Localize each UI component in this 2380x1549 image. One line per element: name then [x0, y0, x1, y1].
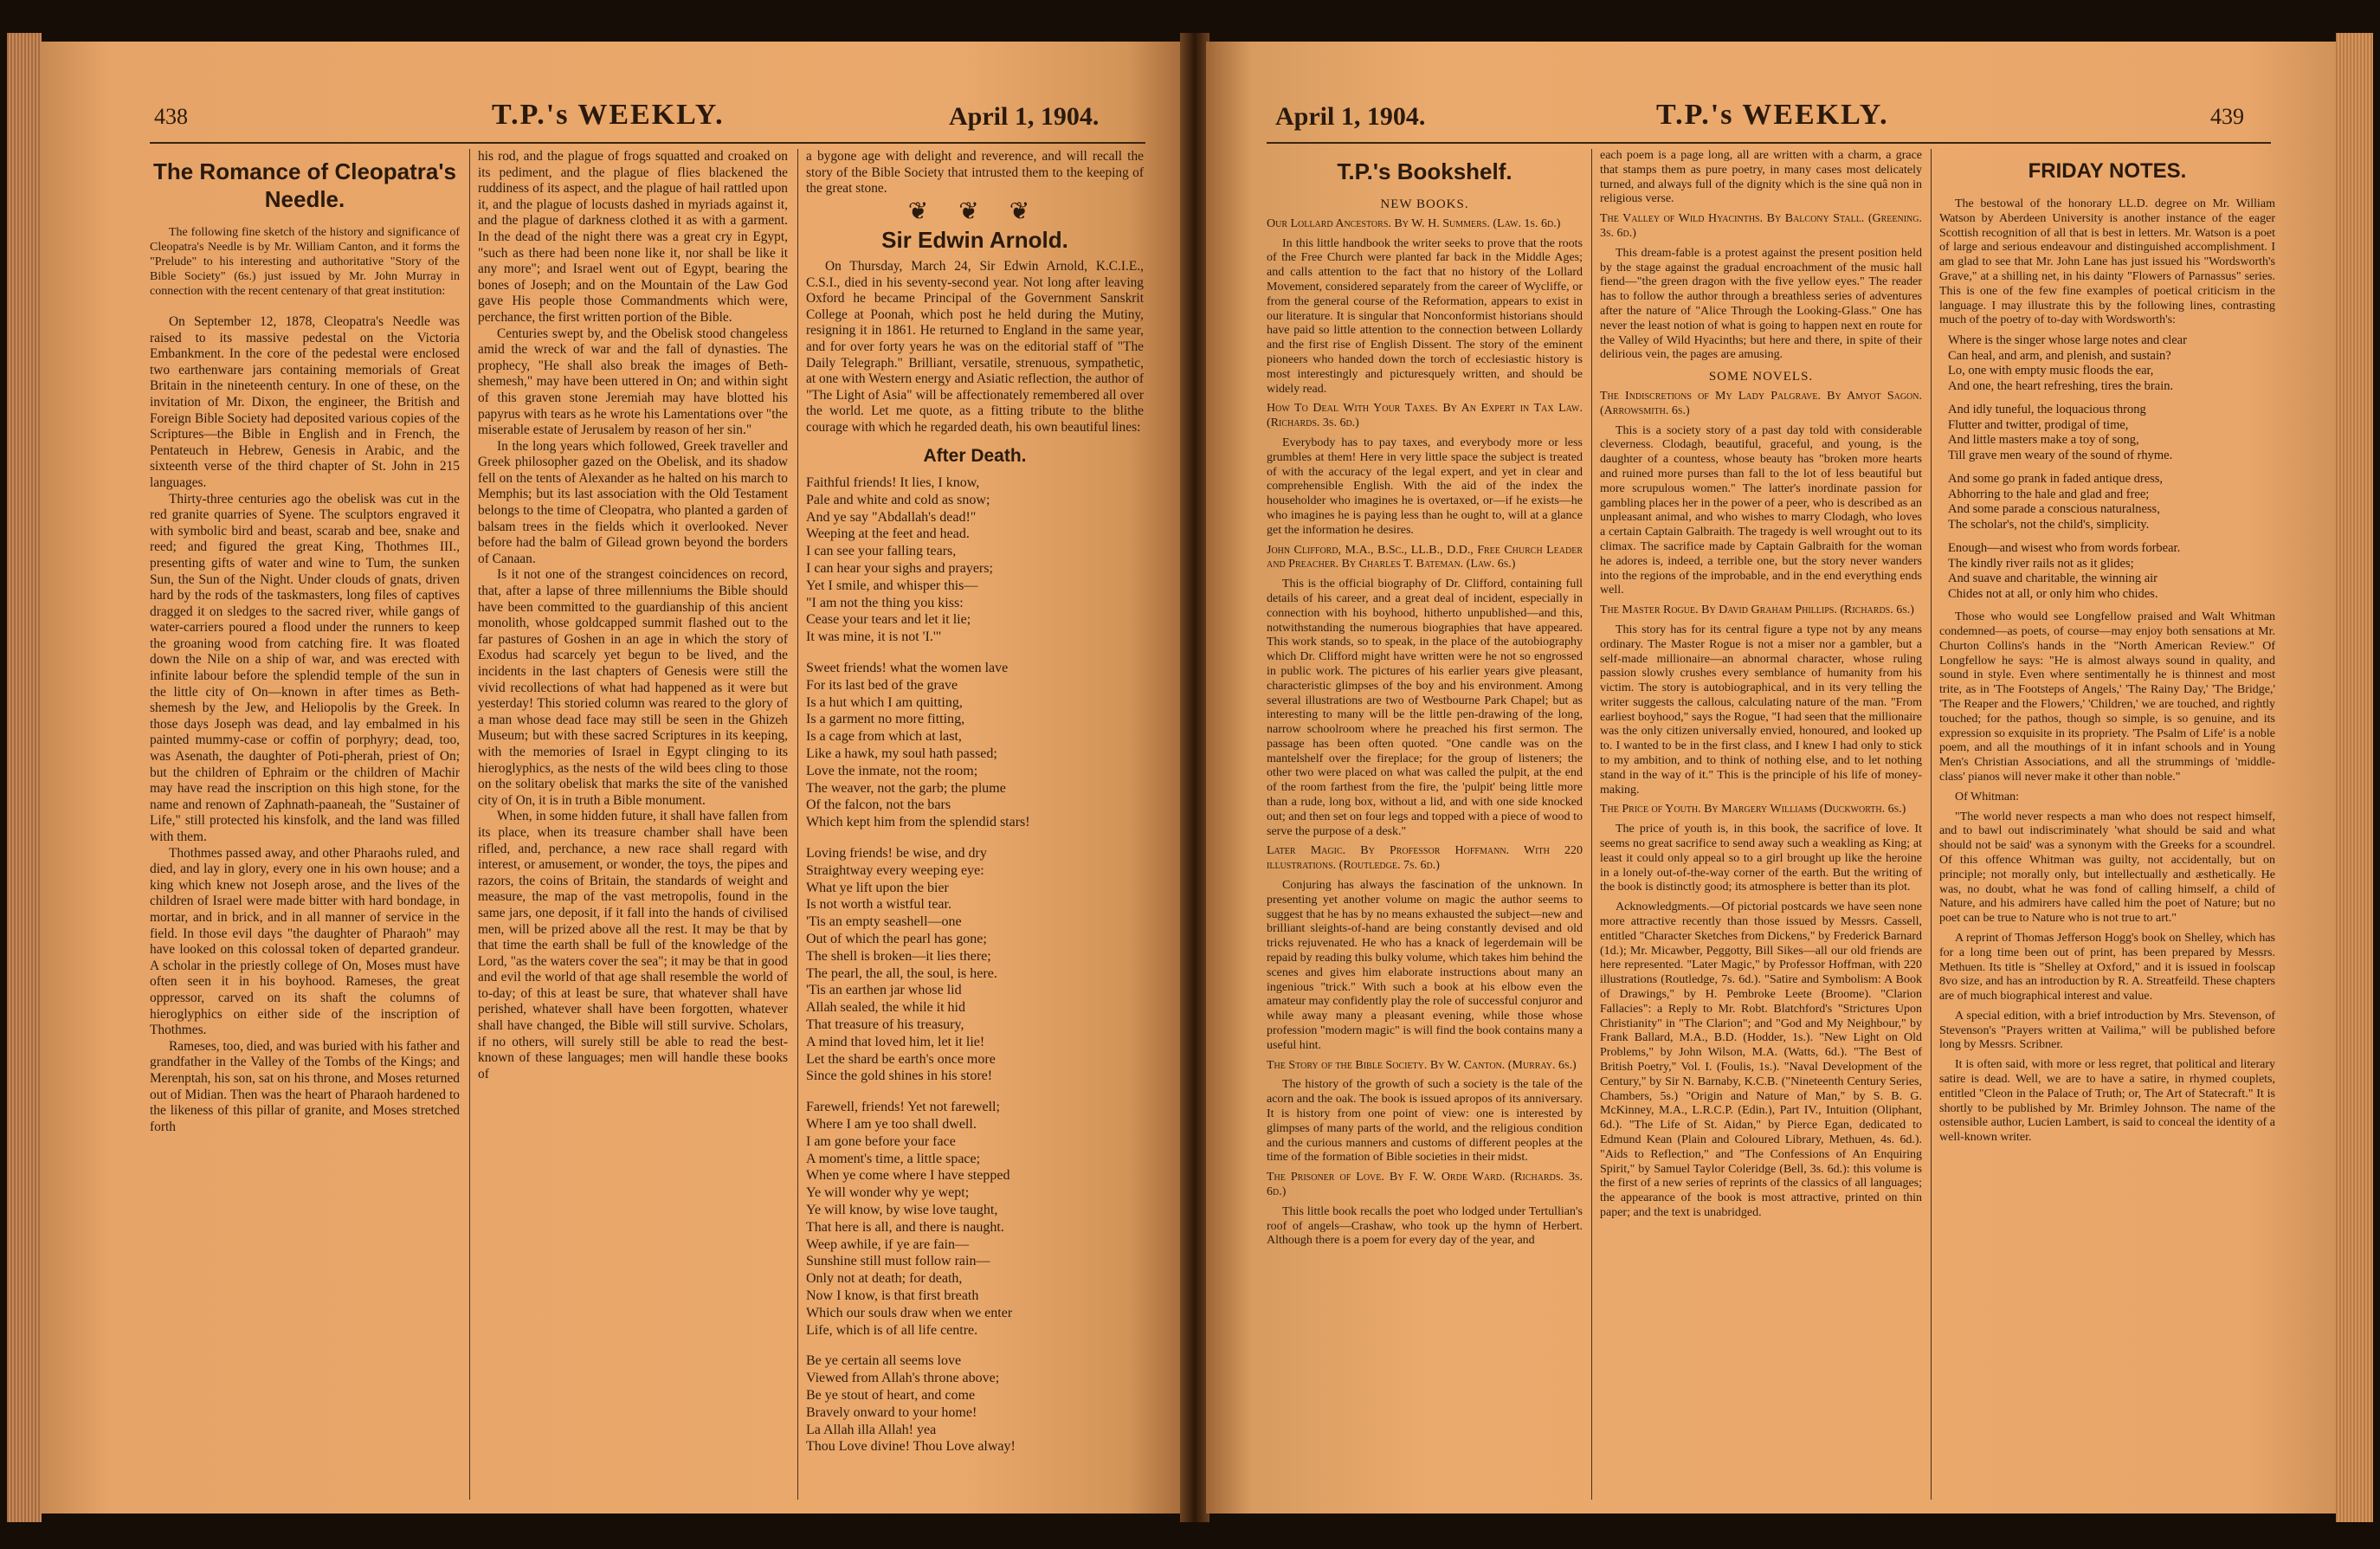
paragraph: a bygone age with delight and reverence, and will recall the story of the Bible Society that intrusted them to the keeping of the great stone.: [806, 149, 1144, 197]
right-page: [1206, 42, 2336, 1514]
paragraph: In the long years which followed, Greek traveller and Greek philosopher gazed on the Obelisk, and its shadow fell on the tents of Alexander as he halted on his march to Memphis; but its last association with the Old Testament belongs to the time of Cleopatra, who planted a garden of balsam trees in the fields which it overlooked. Never before had the balm of Gilead grown beyond the borders of Canaan.: [478, 438, 788, 566]
friday-notes-title: FRIDAY NOTES.: [2028, 159, 2187, 183]
paragraph: Thirty-three centuries ago the obelisk was cut in the red granite quarries of Syene. The sculptors engraved it with symbolic bird and beast, scarab and bee, snake and reed; and figured the great King, Thothmes III., presenting gifts of water and wine to Tum, the sunken Sun, the Sun of the Night. Under clouds of gnats, driven hard by the rods of the taskmasters, long files of captives dragged it on sledges to the sacred river, while gangs of water-carriers poured a flood under the runners to keep the groaning wood from catching fire. It was floated down the Nile on a ship of war, and was erected with infinite labour before the splendid temple of the sun in the little city of On—known in after times as Beth-shemesh by the Jew, and Heliopolis by the Greek. In those days Joseph was dead, and lay embalmed in his painted mummy-case or coffin of porphyry; dead, too, was Asenath, the daughter of Poti-pherah, priest of On; but the children of Ephraim or the children of Machir may have read the inscription on this high stone, for the name and renown of Zaphnath-paaneah, the "Sustainer of Life," still protected his kinsfolk, and the land was filled with them.: [150, 491, 460, 844]
book-review: each poem is a page long, all are written with a charm, a grace that stamps them as pure poetry, in many cases most delicately turned, and always full of the dignity which is the sine quâ non in religious verse.: [1600, 149, 1922, 206]
poem-stanza: And idly tuneful, the loquacious throng Flutter and twitter, prodigal of time, And little masters make a toy of song, Till grave men weary of the sound of rhyme.: [1948, 403, 2173, 462]
book-heading: The Prisoner of Love. By F. W. Orde Ward. (Richards. 3s. 6d.): [1267, 1171, 1583, 1198]
left-column-3: [806, 149, 1144, 1500]
book-heading: How To Deal With Your Taxes. By An Expert in Tax Law. (Richards. 3s. 6d.): [1267, 402, 1583, 430]
poem-after-death: [806, 474, 1144, 1455]
book-heading: The Price of Youth. By Margery Williams (Duckworth. 6s.): [1600, 803, 1906, 816]
left-column-1: [150, 149, 460, 1500]
paragraph: his rod, and the plague of frogs squatted and croaked on its pediment, and the plague of flies blackened the ruddiness of its aspect, and the plague of hail rattled upon it, and the plague of locusts dashed in myriads against it, and the plague of darkness clothed it as with a garment. In the dead of the night there was a great cry in Egypt, "such as there had been none like it, nor shall be like it any more"; and Israel went out of Egypt, bearing the bones of Joseph; and on the Mountain of the Law God gave His people those Commandments which were, perchance, the first written portion of the Bible.: [478, 149, 788, 325]
paragraph: The bestowal of the honorary LL.D. degree on Mr. William Watson by Aberdeen University is another instance of the eager Scottish recognition of all that is best in letters. Mr. Watson is a poet of large and serious endeavour and distinguished accomplishment. I am glad to see that Mr. John Lane has just issued his "Wordsworth's Grave," at a shilling net, in his dainty "Flowers of Parnassus" series. This is one of the few fine examples of poetical criticism in the language. I may illustrate this by the following lines, contrasting much of the poetry of to-day with Wordsworth's:: [1939, 197, 2275, 327]
book-review: This little book recalls the poet who lodged under Tertullian's roof of angels—Crashaw, who took up the hymn of Herbert. Although there is a poem for every day of the year, and: [1267, 1204, 1583, 1248]
paragraph: Centuries swept by, and the Obelisk stood changeless amid the wreck of war and the fall of dynasties. The prophecy, "He shall also break the images of Beth-shemesh," may have been uttered in On; and within sight of this graven stone Jeremiah may have blotted his papyrus with tears as he wrote his Lamentations over "the miserable estate of Jerusalem by reason of her sin.": [478, 326, 788, 438]
right-column-2: [1600, 149, 1922, 1500]
left-page-number: 438: [154, 104, 188, 129]
book-heading: The Valley of Wild Hyacinths. By Balcony Stall. (Greening. 3s. 6d.): [1600, 212, 1922, 240]
poem-stanza: And some go prank in faded antique dress, Abhorring to the hale and glad and free; And some parade a conscious naturalness, The scholar's, not the child's, simplicity.: [1948, 472, 2164, 532]
paragraph: Those who would see Longfellow praised and Walt Whitman condemned—as poets, of course—may enjoy both sensations at Mr. Churton Collins's hands in the "North American Review." Of Longfellow he says: "He is almost always sound in quality, and sound in style. Even where sentimentally he is thinnest and most trite, as in 'The Footsteps of Angels,' 'The Rainy Day,' 'The Bridge,' 'The Reaper and the Flowers,' 'Children,' we are touched, and rightly touched; for the pathos, though so simple, is so genuine, and its expression so exquisite in its propriety. 'The Psalm of Life' is a noble poem, and all the mouthings of it in infant schools and in Young Men's Christian Associations, and all the strummings of 'middle-class' pianos will never make it other than noble.": [1939, 610, 2275, 784]
book-heading: The Story of the Bible Society. By W. Canton. (Murray. 6s.): [1267, 1058, 1577, 1072]
left-page: [42, 42, 1184, 1514]
left-column-2: [478, 149, 788, 1500]
paragraph: Thothmes passed away, and other Pharaohs ruled, and died, and lay in glory, every one in his own house; and a king which knew not Joseph arose, and the lives of the children of Israel were made bitter with hard bondage, in mortar, and in brick, and in all manner of service in the field. In those evil days "the daughter of Pharaoh" may have looked on this colossal token of departed grandeur. A scholar in the priestly college of On, Moses must have often seen it in his boyhood. Rameses, the great oppressor, carved on its shaft the columns of hieroglyphics on either side of the inscription of Thothmes.: [150, 845, 460, 1038]
bookshelf-title: T.P.'s Bookshelf.: [1337, 158, 1512, 184]
article-intro: [150, 225, 460, 299]
left-date: April 1, 1904.: [949, 102, 1100, 131]
column-divider: [1591, 149, 1592, 1500]
poem-wordsworths-grave: [1948, 333, 2275, 602]
paragraph: When, in some hidden future, it shall have fallen from its place, when its treasure chamber shall have been rifled, and, perchance, a new race shall regard with interest, or amusement, or wonder, the toys, the pipes and razors, the coins of Britain, the standards of weight and measure, the map of the vast metropolis, found in the same jars, one deposit, if it fall into the hands of civilised men, will be prized above all the rest. It may be that by that time the earth shall be full of the knowledge of the Lord, "as the waters cover the sea"; it may be that in good and evil the world of that age shall resemble the world of to-day; of this at least be sure, that whatever shall have perished, whatever shall have been forgotten, whatever shall have changed, the Bible will still survive. Scholars, if no others, will surely still be able to read the best-known of these languages; men will handle these books of: [478, 809, 788, 1081]
paragraph: A special edition, with a brief introduction by Mrs. Stevenson, of Stevenson's "Prayers written at Vailima," will be published before long by Messrs. Scribner.: [1939, 1009, 2275, 1052]
book-review: Everybody has to pay taxes, and everybody more or less grumbles at them! Here in very little space the subject is treated of with the accuracy of the legal expert, and yet in clear and comprehensible English. With the aid of the index the householder who imagines he is overtaxed, or—if he exists—he who imagines he is paying less than he ought to, will at a glance get the information he desires.: [1267, 436, 1583, 537]
book-review: This dream-fable is a protest against the present position held by the stage against the gradual encroachment of the music hall fiend—"the green dragon with the five yellow eyes." The reader has to follow the author through a breathless series of adventures after the nature of "Alice Through the Looking-Glass." One has never the least notion of what is going to happen next en route for the Valley of Wild Hyacinths; but here and there, in spite of their delirious vein, the pages are amusing.: [1600, 246, 1922, 362]
paragraph: It is often said, with more or less regret, that political and literary satire is dead. Well, we are to have a satire, in rhymed couplets, entitled "Cleon in the Palace of Truth; or, The Art of Statecraft." It is shortly to be published by Mr. Brimley Johnson. The name of the ostensible author, Lucien Lambert, is said to conceal the identity of a well-known writer.: [1939, 1058, 2275, 1145]
book-review: This is the official biography of Dr. Clifford, containing full details of his career, and a great deal of incident, especially in connection with his boyhood, hitherto unpublished—and this, notwithstanding the numerous biographies that have appeared. This work stands, so to speak, in the place of the autobiography which Dr. Clifford might have written were he not so engrossed in public work. The pictures of his earlier years give pleasant, characteristic glimpses of the boy and his environment. Among several illustrations are two of Westbourne Park Chapel; but as interesting to many will be the little pen-drawing of the long, narrow schoolroom where he preached his first sermon. The passage has been often quoted. "One candle was on the mantelshelf over the fireplace; for the group of listeners; the other two were placed on what was called the pulpit, at the end of the room farthest from the fire, the 'pulpit' being little more than a rude, long box, without a lid, and with one side knocked out; and then set on four legs and topped with a piece of wood to serve the purpose of a desk.": [1267, 578, 1583, 838]
book-review: The price of youth is, in this book, the sacrifice of love. It seems no great sacrifice to send away such a weakling as King; at least it could only appeal so to a girl brought up like the heroine in a lonely out-of-the-way corner of the earth. But the writing of the book is distinctly good; its atmosphere is better than its plot.: [1600, 823, 1922, 894]
paragraph: Of Whitman:: [1955, 790, 2020, 804]
book-gutter: [1180, 33, 1209, 1522]
book-heading: Our Lollard Ancestors. By W. H. Summers. (Law. 1s. 6d.): [1267, 216, 1561, 230]
right-column-1: [1267, 149, 1583, 1500]
left-running-head: T.P.'s WEEKLY.: [492, 99, 725, 131]
intro-text: The following fine sketch of the history and significance of Cleopatra's Needle is by Mr. William Canton, and it forms the "Prelude" to his interesting and authoritative "Story of the Bible Society" (6s.) just issued by Mr. John Murray in connection with the recent centenary of that great institution:: [150, 226, 460, 298]
left-page-edges: [7, 33, 42, 1522]
poem-title: After Death.: [923, 445, 1027, 466]
poem-stanza: Where is the singer whose large notes and clear Can heal, and arm, and plenish, and sustain? Lo, one with empty music floods the ear, And one, the heart refreshing, tires the brain.: [1948, 333, 2187, 393]
paragraph: Rameses, too, died, and was buried with his father and grandfather in the Valley of the Tombs of the Kings; and Merenptah, his son, sat on his throne, and Moses returned out of Midian. Then was the heart of Pharaoh hardened to the likeness of this pillar of granite, and Moses stretched forth: [150, 1038, 460, 1134]
book-review: This story has for its central figure a type not by any means ordinary. The Master Rogue is not a miser nor a gambler, but a self-made millionaire—an abnormal character, whose ruling passion slowly crushes every semblance of humanity from his victim. The story is autobiographical, and in its very telling the writer suggests the callous, calculating nature of the man. "From earliest boyhood," says the Rogue, "I had seen that the millionaire was the only citizen universally envied, honoured, and looked up to. I wanted to be in the first class, and I knew I had only to stick to my ambition, and to think of nothing else, and to let nothing stand in the way of it." This is the principle of his life of money-making.: [1600, 623, 1922, 797]
column-divider: [469, 149, 470, 1500]
paragraph: On Thursday, March 24, Sir Edwin Arnold, K.C.I.E., C.S.I., died in his seventy-second year. Not long after leaving Oxford he became Principal of the Government Sanskrit College at Poonah, which post he held during the Mutiny, resigning it in 1861. He returned to England in the same year, and for over forty years he was on the editorial staff of "The Daily Telegraph." Brilliant, versatile, strenuous, sympathetic, at one with Western energy and Asiatic reflection, the author of "The Light of Asia" will be affectionately remembered all over the world. Let me quote, as a fitting tribute to the blithe courage with which he regarded death, his own beautiful lines:: [806, 258, 1144, 435]
poem-stanza: Enough—and wisest who from words forbear. The kindly river rails not as it glides; And suave and charitable, the winning air Chides not at all, or only him who chides.: [1948, 541, 2181, 601]
poem-stanza: Loving friends! be wise, and dry Straightway every weeping eye: What ye lift upon the bier Is not worth a wistful tear. 'Tis an empty seashell—one Out of which the pearl has gone; The shell is broken—it lies there; The pearl, the all, the soul, is here. 'Tis an earthen jar whose lid Allah sealed, the while it hid That treasure of his treasury, A mind that loved him, let it lie! Let the shard be earth's once more Since the gold shines in his store!: [806, 846, 997, 1084]
some-novels-label: SOME NOVELS.: [1708, 370, 1814, 384]
book-review: Conjuring has always the fascination of the unknown. In presenting yet another volume on magic the author seems to suggest that he has by no means exhausted the subject—new and brilliant sleights-of-hand are being constantly devised and old tricks rejuvenated. He who has a knack of legerdemain will be repaid by reading this bulky volume, which takes him behind the scenes and gives him elaborate instructions about many an ingenious "trick." With such a book at his elbow even the amateur may confidently play the role of successful conjuror and while away many a pleasant evening, while those whose profession "modern magic" is will find the book contains many a useful hint.: [1267, 879, 1583, 1052]
right-page-edges: [2336, 33, 2373, 1522]
book-heading: The Indiscretions of My Lady Palgrave. By Amyot Sagon. (Arrowsmith. 6s.): [1600, 389, 1922, 417]
right-column-3: [1939, 149, 2275, 1500]
book-heading: Later Magic. By Professor Hoffmann. With 220 illustrations. (Routledge. 7s. 6d.): [1267, 844, 1583, 873]
acknowledgments: Acknowledgments.—Of pictorial postcards we have seen none more attractive recently than those issued by Messrs. Cassell, entitled "Character Sketches from Dickens," by Frederick Barnard (1d.); Mr. Micawber, Peggotty, Bill Sikes—all our old friends are here represented. "Later Magic," by Professor Hoffman, with 220 illustrations (Routledge, 7s. 6d.). "Satire and Symbolism: A Book of Drawings," by H. Pembroke Leete (Broome). "Clarion Fallacies": a Reply to Mr. Robt. Blatchford's "Strictures Upon Christianity" in "The Clarion"; and "God and My Neighbour," by Frank Ballard, M.A., B.D. (Hodder, 1s.). "New Light on Old Problems," by John Wilson, M.A. (Watts, 6d.). "The Best of British Poetry," Vol. I. (Foulis, 1s.). "Naval Development of the Century," by Sir N. Barnaby, K.C.B. ("Nineteenth Century Series, Chambers, 5s.) "Origin and Nature of Man," by S. B. G. McKinney, M.A., L.R.C.P. (Edin.), Part IV., Intuition (Oliphant, 6d.). "The Life of St. Aidan," by Pierce Egan, dedicated to Edmund Kean (Plain and Coloured Library, Methuen, 4s. 6d.). "Aids to Reflection," and "The Confessions of An Enquiring Spirit," by Samuel Taylor Coleridge (Bell, 3s. 6d.): this volume is the first of a new series of reprints of the classics of all languages; the appearance of the book is most attractive, printed on thin paper; and the text is unabridged.: [1600, 900, 1922, 1219]
article-title-cleopatra: The Romance of Cleopatra's Needle.: [152, 158, 457, 212]
article-title-arnold: Sir Edwin Arnold.: [881, 227, 1068, 254]
new-books-label: NEW BOOKS.: [1380, 197, 1469, 211]
book-heading: John Clifford, M.A., B.Sc., LL.B., D.D., Free Church Leader and Preacher. By Charles T. Bateman. (Law. 6s.): [1267, 543, 1583, 571]
column-divider: [1931, 149, 1932, 1500]
poem-stanza: Be ye certain all seems love Viewed from Allah's throne above; Be ye stout of heart, and come Bravely onward to your home! La Allah illa Allah! yea Thou Love divine! Thou Love alway!: [806, 1353, 1016, 1455]
paragraph: Is it not one of the strangest coincidences on record, that, after a lapse of three millenniums the Bible should have been committed to the guardianship of this ancient monolith, whose goldcapped summit flashed out to the far pastures of Goshen in an age in which the story of Exodus had scarcely yet begun to be lived, and the incidents in the last chapters of Genesis were still the vivid recollections of what had happened as it were but yesterday! This storied column was reared to the glory of a man whose dead face may still be seen in the Ghizeh Museum; but with these sacred Scriptures in its keeping, with the memories of Israel in Egypt clinging to its hieroglyphics, as the nests of the wild bees cling to those on the solitary obelisk that marks the site of the vanished city of On, it is in truth a Bible monument.: [478, 567, 788, 808]
paragraph: A reprint of Thomas Jefferson Hogg's book on Shelley, which has for a long time been out of print, has been prepared by Messrs. Methuen. Its title is "Shelley at Oxford," and it is issued in foolscap 8vo size, and has an introduction by R. A. Streatfeild. These chapters are of much biographical interest and value.: [1939, 931, 2275, 1004]
book-review: In this little handbook the writer seeks to prove that the roots of the Free Church were planted far back in the Middle Ages; and calls attention to the fact that no history of the Lollard Movement, considered separately from the career of Wycliffe, or from the general course of the Reformation, appears to exist in our literature. It is singular that Nonconformist historians should have paid so little attention to the connection between Lollardy and the first rise of English Dissent. The story of the eminent pioneers who handed down the torch of ecclesiastic history is most interestingly and picturesquely written, and should be widely read.: [1267, 236, 1583, 396]
paragraph: "The world never respects a man who does not respect himself, and to bawl out indiscriminately 'what should be said and what should not be said' was a synonym with the Greeks for a scoundrel. Of this offence Whitman was guilty, not accidentally, but on principle; not morally only, but intellectually and æsthetically. He was, no doubt, what he was fond of calling himself, a child of Nature, and his admirers have called him the poet of Nature; but no poet can be true to Nature who is not true to art.": [1939, 810, 2275, 926]
right-date: April 1, 1904.: [1275, 102, 1426, 131]
book-heading: The Master Rogue. By David Graham Phillips. (Richards. 6s.): [1600, 603, 1914, 617]
right-page-number: 439: [2210, 104, 2244, 129]
right-head-rule: [1267, 142, 2271, 144]
book-review: The history of the growth of such a society is the tale of the acorn and the oak. The book is issued apropos of its anniversary. It is history from one point of view: one is interested by glimpses of many parts of the world, and the religious condition and the curious manners and customs of different peoples at the time of the formation of Bible societies in their midst.: [1267, 1078, 1583, 1165]
paragraph: On September 12, 1878, Cleopatra's Needle was raised to its massive pedestal on the Victoria Embankment. In the core of the pedestal were enclosed two earthenware jars containing memorials of Great Britain in the nineteenth century. In one of these, on the invitation of Mr. Dixon, the engineer, the British and Foreign Bible Society had deposited various copies of the Scriptures—the Bible in English and in French, the Pentateuch in Hebrew, Genesis in Arabic, and the sixteenth verse of the third chapter of St. John in 215 languages.: [150, 314, 460, 490]
open-book: [7, 16, 2373, 1538]
right-running-head: T.P.'s WEEKLY.: [1656, 99, 1889, 131]
column-divider: [797, 149, 798, 1500]
left-head-rule: [150, 142, 1145, 144]
book-review: This is a society story of a past day told with considerable cleverness. Clodagh, beautiful, graceful, and young, is the daughter of a countess, whose beauty has "broken more hearts and ruined more purses than fall to the lot of less beautiful but more scrupulous women." The latter's inordinate passion for gambling places her in the power of a peer, who is described as an unpleasant animal, and who wishes to marry Clodagh, who loves a certain Captain Galbraith. The tragedy is well wrought out to its climax. The sacrifice made by Captain Galbraith for the woman he adores is, indeed, a terrible one, but the story never wanders into the regions of the improbable, and in the end everything ends well.: [1600, 423, 1922, 597]
ornament-leaves: ❦ ❦ ❦: [907, 197, 1042, 225]
poem-stanza: Farewell, friends! Yet not farewell; Where I am ye too shall dwell. I am gone before your face A moment's time, a little space; When ye come where I have stepped Ye will wonder why ye wept; Ye will know, by wise love taught, That here is all, and there is naught. Weep awhile, if ye are fain— Sunshine still must follow rain— Only not at death; for death, Now I know, is that first breath Which our souls draw when we enter Life, which is of all life centre.: [806, 1100, 1013, 1338]
poem-stanza: Faithful friends! It lies, I know, Pale and white and cold as snow; And ye say "Abdallah's dead!" Weeping at the feet and head. I can see your falling tears, I can hear your sighs and prayers; Yet I smile, and whisper this— "I am not the thing you kiss: Cease your tears and let it lie; It was mine, it is not 'I.'": [806, 475, 993, 645]
poem-stanza: Sweet friends! what the women lave For its last bed of the grave Is a hut which I am quitting, Is a garment no more fitting, Is a cage from which at last, Like a hawk, my soul hath passed; Love the inmate, not the room; The weaver, not the garb; the plume Of the falcon, not the bars Which kept him from the splendid stars!: [806, 661, 1030, 830]
